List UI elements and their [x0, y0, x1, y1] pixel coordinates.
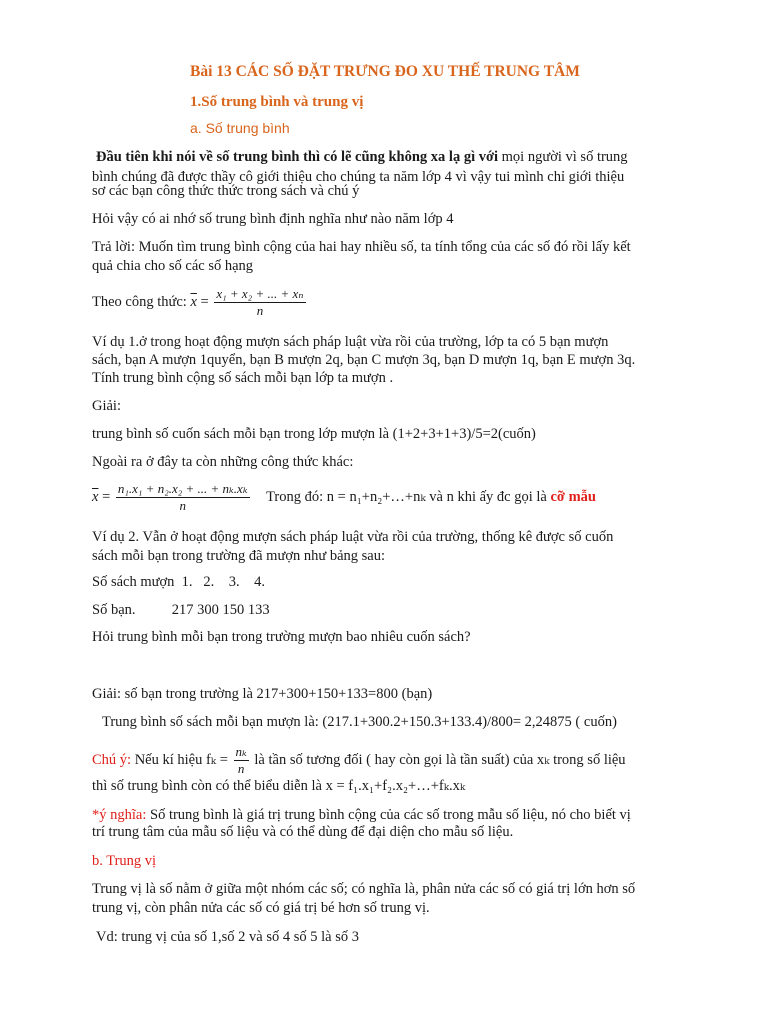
formula-mean: Theo công thức: $\overline{x}$ = $\frac{\text{x₁ + x₂ + ... + xₙ}}{n}$: [92, 286, 304, 319]
median-line-2: trung vị, còn phân nửa các số có giá trị bé hơn số trung vị.: [92, 900, 430, 916]
formula2-fraction: [116, 481, 250, 514]
example2-line-1: Ví dụ 2. Vẫn ở hoạt động mượn sách pháp luật vừa rồi của trường, thống kê được số cuốn: [92, 529, 614, 545]
solution-label: Giải:: [92, 398, 121, 414]
median-line-1: Trung vị là số nằm ở giữa một nhóm các số; có nghĩa là, phân nửa các số có giá trị lớn hơn số: [92, 881, 636, 897]
table-row-books: Số sách mượn 1. 2. 3. 4.: [92, 574, 266, 590]
formula-denominator: n: [256, 303, 264, 319]
example1-line-2: sách, bạn A mượn 1quyển, bạn B mượn 2q, bạn C mượn 3q, bạn D mượn 1q, bạn E mượn 3q.: [92, 352, 636, 368]
formula-fraction: [214, 286, 305, 319]
lesson-title: Bài 13 CÁC SỐ ĐẶT TRƯNG ĐO XU THẾ TRUNG TÂM: [190, 63, 580, 80]
example2-line-2: sách mỗi bạn trong trường đã mượn như bảng sau:: [92, 548, 386, 564]
meaning-line-2: trí trung tâm của mẫu số liệu và có thể dùng để đại diện cho mẫu số liệu.: [92, 824, 514, 840]
question-1: Hỏi vậy có ai nhớ số trung bình định nghĩa như nào năm lớp 4: [92, 211, 454, 227]
solution-1: trung bình số cuốn sách mỗi bạn trong lớp mượn là (1+2+3+1+3)/5=2(cuốn): [92, 426, 536, 442]
formula-lhs: $\overline{x}$: [190, 294, 197, 310]
note-label: Chú ý:: [92, 752, 132, 768]
solution2-line-1: Giải: số bạn trong trường là 217+300+150+133=800 (bạn): [92, 686, 433, 702]
intro-bold: Đầu tiên khi nói về số trung bình thì có lẽ cũng không xa lạ gì với: [96, 149, 499, 165]
question-2: Hỏi trung bình mỗi bạn trong trường mượn bao nhiêu cuốn sách?: [92, 629, 471, 645]
median-example: Vd: trung vị của số 1,số 2 và số 4 số 5 là số 3: [96, 929, 359, 945]
intro-line-3: sơ các bạn công thức thức trong sách và chú ý: [92, 183, 360, 199]
subheading-mean: a. Số trung bình: [190, 120, 290, 136]
note-line-1: [92, 742, 626, 778]
intro-rest: mọi người vì số trung: [498, 149, 628, 165]
meaning-label: *ý nghĩa:: [92, 807, 147, 823]
formula2-where: Trong đó: n = n₁+n₂+…+nₖ và n khi ấy đc gọi là: [266, 489, 547, 505]
formula-weighted-mean: $\overline{x}$ = $\frac{\text{n₁.x₁ + n₂.x₂ + ... + nₖ.xₖ}}{n}$ Trong đó: n = n₁+n₂+…+nₖ và n khi ấy đc gọi là cỡ mẫu: [92, 481, 596, 514]
table-row-students: Số bạn. 217 300 150 133: [92, 602, 270, 618]
intro-line-1: [96, 147, 628, 167]
note-line-2: thì số trung bình còn có thể biểu diễn là x = f₁.x₁+f₂.x₂+…+fₖ.xₖ: [92, 778, 466, 794]
solution2-line-2: Trung bình số sách mỗi bạn mượn là: (217.1+300.2+150.3+133.4)/800= 2,24875 ( cuốn): [102, 714, 617, 730]
note-fraction: [234, 744, 249, 777]
example1-line-3: Tính trung bình cộng số sách mỗi bạn lớp ta mượn .: [92, 370, 394, 386]
note-fraction-num: nₖ: [235, 744, 247, 760]
answer-line-2: quả chia cho số các số hạng: [92, 258, 254, 274]
answer-line-1: Trả lời: Muốn tìm trung bình cộng của hai hay nhiều số, ta tính tổng của các số đó rồi lấy kết: [92, 239, 631, 255]
subheading-median: b. Trung vị: [92, 853, 157, 869]
formula2-denominator: n: [179, 498, 186, 514]
section-heading-mean-median: 1.Số trung bình và trung vị: [190, 94, 364, 110]
formula-label: Theo công thức:: [92, 294, 187, 310]
formula2-numerator: n₁.x₁ + n₂.x₂ + ... + nₖ.xₖ: [117, 481, 248, 497]
intro-line-2: bình chúng đã được thầy cô giới thiệu cho chúng ta năm lớp 4 vì vậy tui mình chỉ giới thiệu: [92, 169, 625, 185]
other-formulas-intro: Ngoài ra ở đây ta còn những công thức khác:: [92, 454, 354, 470]
formula2-lhs: $\overline{x}$: [92, 489, 99, 505]
example1-line-1: Ví dụ 1.ở trong hoạt động mượn sách pháp luật vừa rồi của trường, lớp ta có 5 bạn mượn: [92, 334, 609, 350]
sample-size-term: cỡ mẫu: [550, 489, 596, 505]
meaning-text: Số trung bình là giá trị trung bình cộng của các số trong mẫu số liệu, nó cho biết vị: [146, 807, 631, 823]
formula-numerator: x₁ + x₂ + ... + xₙ: [216, 286, 304, 302]
note-fraction-den: n: [237, 761, 245, 777]
note-text-a: Nếu kí hiệu fₖ =: [131, 752, 228, 768]
note-text-b: là tần số tương đối ( hay còn gọi là tần suất) của xₖ trong số liệu: [254, 752, 626, 768]
